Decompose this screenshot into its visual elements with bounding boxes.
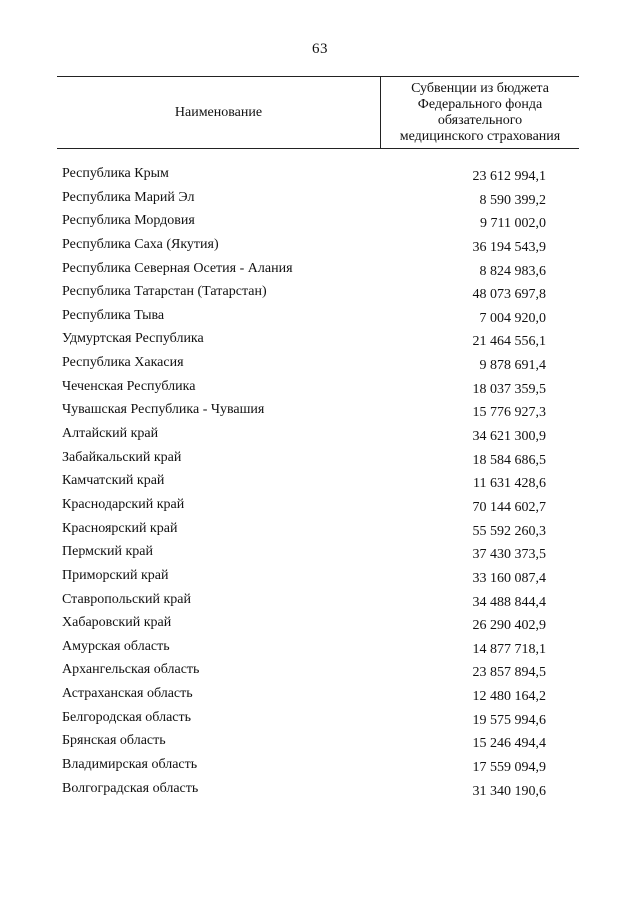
table-row <box>0 755 640 779</box>
subsidy-value: 15 776 927,3 <box>472 405 546 421</box>
subsidy-value: 12 480 164,2 <box>472 689 546 705</box>
subsidy-value: 11 631 428,6 <box>473 476 546 492</box>
table-row <box>0 448 640 472</box>
page-number: 63 <box>312 41 328 57</box>
table-row <box>0 779 640 803</box>
table-row <box>0 306 640 330</box>
table-row <box>0 424 640 448</box>
table-row <box>0 613 640 637</box>
column-header-subsidy-line: Федерального фонда <box>417 97 543 112</box>
region-name: Волгоградская область <box>62 780 199 796</box>
subsidy-value: 19 575 994,6 <box>472 712 546 728</box>
subsidy-value: 23 857 894,5 <box>472 665 546 681</box>
subsidy-value: 34 488 844,4 <box>472 594 546 610</box>
table-row <box>0 164 640 188</box>
region-name: Республика Мордовия <box>62 213 195 229</box>
subsidy-value: 23 612 994,1 <box>472 169 546 184</box>
table-row <box>0 637 640 661</box>
table-row <box>0 519 640 543</box>
subsidy-value: 31 340 190,6 <box>472 783 546 799</box>
region-name: Приморский край <box>62 567 169 583</box>
column-header-name: Наименование <box>174 104 263 120</box>
column-header-subsidy <box>381 81 579 145</box>
table-row <box>0 566 640 590</box>
region-name: Забайкальский край <box>62 449 182 465</box>
subsidy-value: 48 073 697,8 <box>472 287 546 303</box>
subsidy-value: 36 194 543,9 <box>472 239 546 255</box>
region-name: Удмуртская Республика <box>62 331 204 347</box>
region-name: Чеченская Республика <box>62 378 196 394</box>
table-row <box>0 731 640 755</box>
region-name: Брянская область <box>62 733 166 749</box>
subsidy-value: 9 711 002,0 <box>480 216 546 232</box>
region-name: Пермский край <box>62 544 153 560</box>
table-row <box>0 471 640 495</box>
table-row <box>0 684 640 708</box>
region-name: Камчатский край <box>62 473 165 489</box>
subsidy-value: 15 246 494,4 <box>472 736 546 752</box>
column-header-subsidy-line: Субвенции из бюджета <box>411 81 549 96</box>
region-name: Республика Татарстан (Татарстан) <box>62 284 267 300</box>
region-name: Чувашская Республика - Чувашия <box>62 402 265 418</box>
table-row <box>0 542 640 566</box>
subsidy-value: 9 878 691,4 <box>479 358 546 374</box>
column-header-subsidy-line: обязательного <box>437 113 523 128</box>
subsidy-value: 55 592 260,3 <box>472 523 546 539</box>
table-row <box>0 259 640 283</box>
subsidy-value: 8 590 399,2 <box>479 192 546 208</box>
region-name: Республика Саха (Якутия) <box>62 236 219 252</box>
table-row <box>0 660 640 684</box>
region-name: Республика Тыва <box>62 307 165 323</box>
region-name: Белгородская область <box>62 709 192 725</box>
region-name: Республика Хакасия <box>62 355 184 371</box>
subsidy-value: 18 037 359,5 <box>472 381 546 397</box>
table-row <box>0 377 640 401</box>
column-header-subsidy-line: медицинского страхования <box>399 129 561 144</box>
table-body <box>0 164 640 802</box>
subsidy-value: 70 144 602,7 <box>472 499 546 515</box>
table-row <box>0 708 640 732</box>
region-name: Алтайский край <box>62 426 159 442</box>
table-row <box>0 188 640 212</box>
subsidy-value: 8 824 983,6 <box>479 263 546 279</box>
table-header <box>57 76 579 149</box>
region-name: Ставропольский край <box>62 591 191 607</box>
subsidy-value: 14 877 718,1 <box>472 641 546 657</box>
region-name: Республика Северная Осетия - Алания <box>62 260 293 276</box>
table-row <box>0 400 640 424</box>
region-name: Краснодарский край <box>62 496 185 512</box>
region-name: Красноярский край <box>62 520 178 536</box>
subsidy-value: 18 584 686,5 <box>472 452 546 468</box>
subsidy-value: 7 004 920,0 <box>479 310 546 326</box>
region-name: Хабаровский край <box>62 615 172 631</box>
table-row <box>0 495 640 519</box>
subsidy-value: 17 559 094,9 <box>472 760 546 776</box>
table-row <box>0 211 640 235</box>
subsidy-value: 34 621 300,9 <box>472 429 546 445</box>
region-name: Республика Марий Эл <box>62 189 195 205</box>
subsidy-value: 37 430 373,5 <box>472 547 546 563</box>
region-name: Архангельская область <box>62 662 200 678</box>
table-row <box>0 329 640 353</box>
subsidy-value: 26 290 402,9 <box>472 618 546 634</box>
region-name: Владимирская область <box>62 757 198 773</box>
table-row <box>0 590 640 614</box>
region-name: Республика Крым <box>62 166 169 181</box>
table-row <box>0 353 640 377</box>
subsidy-value: 21 464 556,1 <box>472 334 546 350</box>
subsidy-value: 33 160 087,4 <box>472 570 546 586</box>
region-name: Астраханская область <box>62 686 193 702</box>
table-row <box>0 235 640 259</box>
region-name: Амурская область <box>62 638 170 654</box>
table-row <box>0 282 640 306</box>
